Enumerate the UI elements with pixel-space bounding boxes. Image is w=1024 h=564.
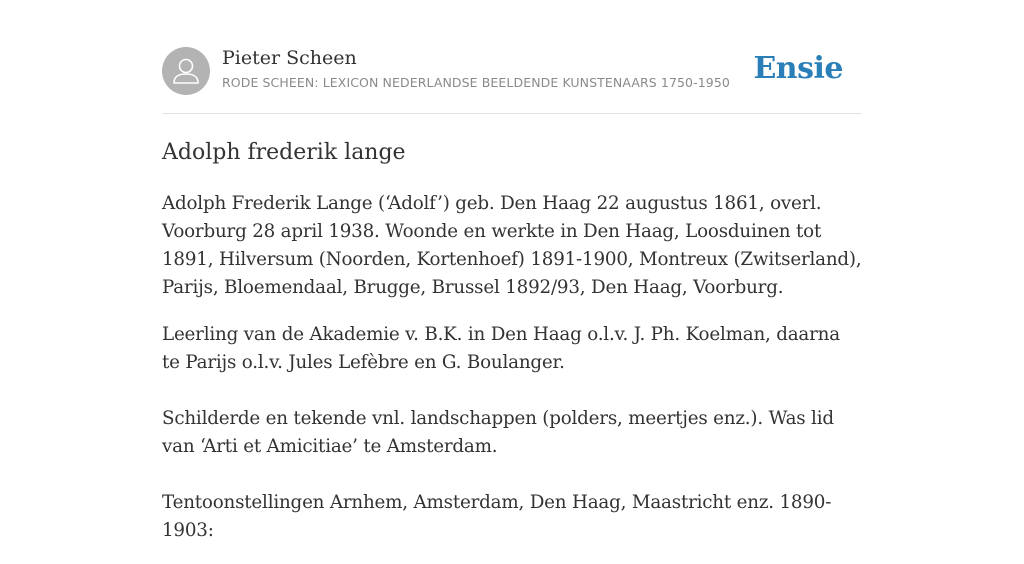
paragraph: Leerling van de Akademie v. B.K. in Den Haag o.l.v. J. Ph. Koelman, daarna te Parijs o.l.v. Jules Lefèbre en G. Boulanger. bbox=[162, 324, 840, 373]
paragraph: Tentoonstellingen Arnhem, Amsterdam, Den Haag, Maastricht enz. 1890-1903: bbox=[162, 492, 832, 541]
article-body bbox=[162, 190, 862, 564]
author-name[interactable]: Pieter Scheen bbox=[222, 47, 357, 69]
paragraph-spacer bbox=[162, 461, 862, 489]
brand-logo[interactable]: Ensie bbox=[753, 51, 843, 86]
article-header bbox=[162, 47, 862, 95]
paragraph: Adolph Frederik Lange (‘Adolf’) geb. Den Haag 22 augustus 1861, overl. Voorburg 28 april 1938. Woonde en werkte in Den Haag, Loosduinen tot 1891, Hilversum (Noorden, Kortenhoef) 1891-1900, Montreux (Zwitserland), Parijs, Bloemendaal, Brugge, Brussel 1892/93, Den Haag, Voorburg. bbox=[162, 193, 862, 298]
header-divider bbox=[162, 113, 862, 114]
user-icon bbox=[162, 47, 210, 95]
source-title[interactable]: RODE SCHEEN: LEXICON NEDERLANDSE BEELDENDE KUNSTENAARS 1750-1950 bbox=[222, 75, 730, 90]
paragraph: Schilderde en tekende vnl. landschappen (polders, meertjes enz.). Was lid van ‘Arti et Amicitiae’ te Amsterdam. bbox=[162, 408, 834, 457]
paragraph-spacer bbox=[162, 377, 862, 405]
author-avatar[interactable] bbox=[162, 47, 210, 95]
article-title: Adolph frederik lange bbox=[162, 140, 406, 165]
